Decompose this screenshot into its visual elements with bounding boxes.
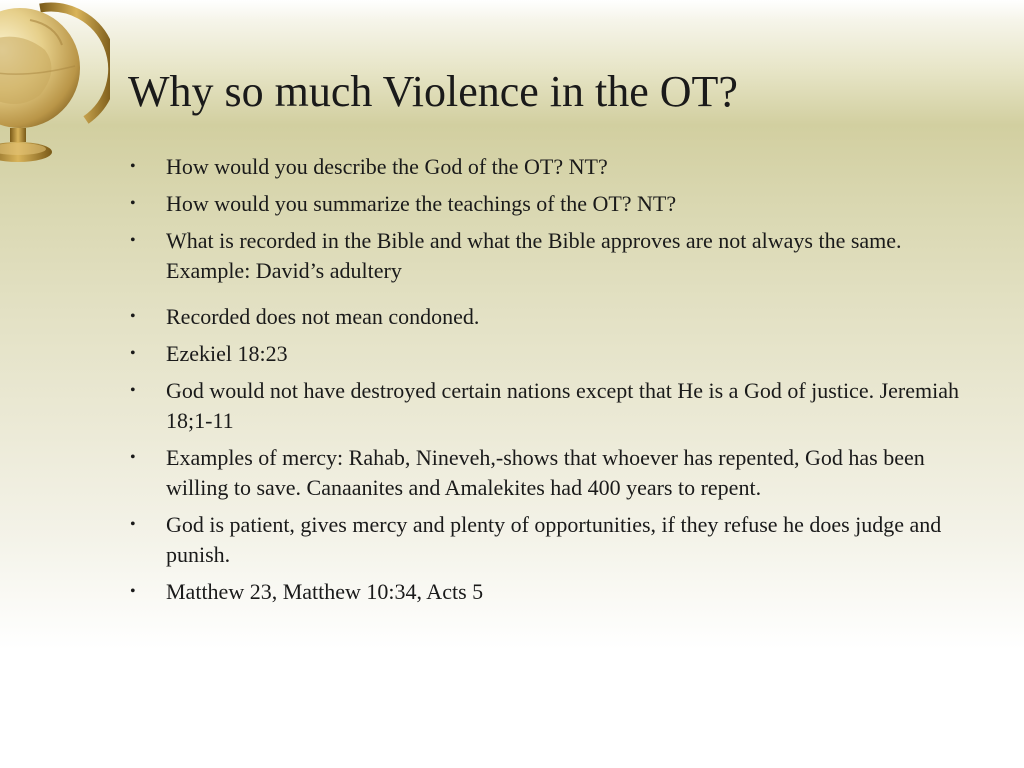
bullet-item xyxy=(128,339,968,369)
bullet-dot: • xyxy=(130,449,136,466)
bullet-text: Matthew 23, Matthew 10:34, Acts 5 xyxy=(166,579,484,604)
bullet-item xyxy=(128,443,968,503)
bullet-item xyxy=(128,226,968,286)
bullet-dot: • xyxy=(130,195,136,212)
bullet-item xyxy=(128,189,968,219)
bullet-dot: • xyxy=(130,583,136,600)
bullet-item xyxy=(128,510,968,570)
bullet-text: How would you summarize the teachings of the OT? NT? xyxy=(166,191,677,216)
bullet-dot: • xyxy=(130,345,136,362)
bullet-text: Examples of mercy: Rahab, Nineveh,-shows that whoever has repented, God has been willing to save. Canaanites and Amalekites had 400 years to repent. xyxy=(166,445,925,500)
bullet-item xyxy=(128,152,968,182)
bullet-text: God is patient, gives mercy and plenty of opportunities, if they refuse he does judge and punish. xyxy=(166,512,942,567)
bullet-text: God would not have destroyed certain nations except that He is a God of justice. Jeremiah 18;1-11 xyxy=(166,378,959,433)
bullet-text: How would you describe the God of the OT? NT? xyxy=(166,154,608,179)
bullet-dot: • xyxy=(130,308,136,325)
bullet-item xyxy=(128,376,968,436)
slide-title: Why so much Violence in the OT? xyxy=(128,67,738,116)
bullet-text: What is recorded in the Bible and what the Bible approves are not always the same. Example: David’s adultery xyxy=(166,228,902,283)
bullet-dot: • xyxy=(130,516,136,533)
bullet-dot: • xyxy=(130,382,136,399)
globe-icon xyxy=(0,0,110,175)
bullet-item xyxy=(128,577,968,607)
bullet-text: Recorded does not mean condoned. xyxy=(166,304,480,329)
bullet-list xyxy=(128,152,968,614)
bullet-text: Ezekiel 18:23 xyxy=(166,341,288,366)
bullet-dot: • xyxy=(130,158,136,175)
bullet-item xyxy=(128,302,968,332)
bullet-dot: • xyxy=(130,232,136,249)
